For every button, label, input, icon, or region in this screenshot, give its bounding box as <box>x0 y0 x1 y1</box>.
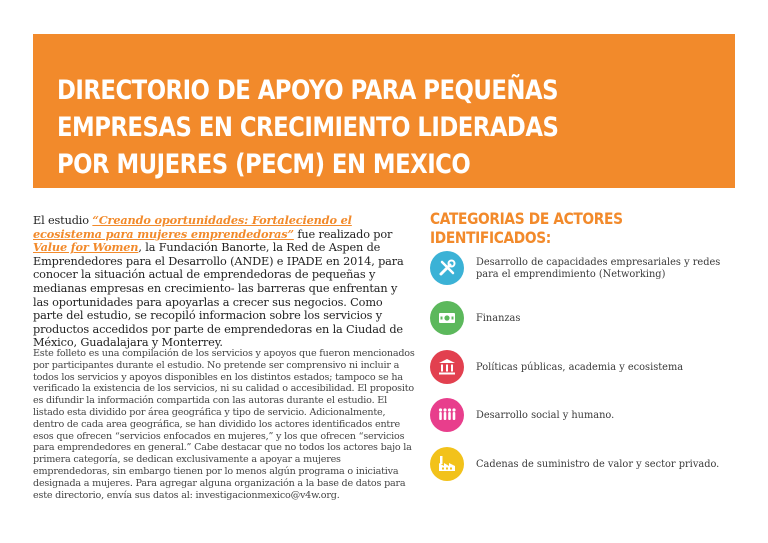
category-item-cadenas <box>430 447 740 483</box>
category-label: Políticas públicas, academia y ecosistema <box>476 362 684 373</box>
body-paragraph: Este folleto es una compilación de los servicios y apoyos que fueron mencionados por participantes durante el estudio. No pretende ser comprensivo ni incluir a todos los servicios y apoyos disponibles en los distintos estados; tampoco se ha verificado la existencia de los servicios, ni su calidad o accesibilidad. El proposito es difundir la información compartida con las autoras durante el estudio. El listado esta dividido por área geográfica y tipo de servicio. Adicionalmente, dentro de cada area geográfica, se han dividido los actores identificados entre esos que ofrecen “servicios enfocados en mujeres,” y los que ofrecen “servicios para emprendedores en general.” Cabe destacar que no todos los actores bajo la primera categoría, se dedican exclusivamente a apoyar a mujeres emprendedoras, sin embargo tienen por lo menos algún programa o iniciativa designada a mujeres. Para agregar alguna organización a la base de datos para este directorio, envía sus datos al: investigacionmexico@v4w.org. <box>33 348 415 501</box>
category-item-desarrollo-social <box>430 398 740 434</box>
money-icon <box>430 301 464 335</box>
intro-text-2: fue realizado por <box>293 227 393 241</box>
category-label: Finanzas <box>476 313 521 324</box>
categories-heading: CATEGORIAS DE ACTORES IDENTIFICADOS: <box>430 209 623 247</box>
study-link[interactable]: “Creando oportunidades: Fortaleciendo el ecosistema para mujeres emprendedoras” <box>33 213 352 241</box>
header-banner <box>33 34 735 188</box>
page-title: DIRECTORIO DE APOYO PARA PEQUEÑAS EMPRESAS EN CRECIMIENTO LIDERADAS POR MUJERES (PECM) EN MEXICO <box>57 75 559 180</box>
category-label: Desarrollo social y humano. <box>476 410 615 421</box>
category-item-finanzas <box>430 301 740 337</box>
institution-icon <box>430 350 464 384</box>
category-label: Desarrollo de capacidades empresariales y redes para el emprendimiento (Networking) <box>476 257 721 280</box>
intro-paragraph <box>33 214 415 350</box>
category-item-politicas <box>430 350 740 386</box>
category-label: Cadenas de suministro de valor y sector privado. <box>476 459 720 470</box>
people-icon <box>430 398 464 432</box>
factory-icon <box>430 447 464 481</box>
intro-text-1: El estudio <box>33 214 93 227</box>
category-item-capacidades <box>430 251 740 287</box>
tools-icon <box>430 251 464 285</box>
value-for-women-link[interactable]: Value for Women <box>33 240 139 255</box>
intro-text-3: , la Fundación Banorte, la Red de Aspen de Emprendedores para el Desarrollo (ANDE) e IPADE en 2014, para conocer la situación actual de emprendedoras de pequeñas y medianas empresas en crecimiento- las barreras que enfrentan y las oportunidades para apoyarlas a crecer sus negocios. Como parte del estudio, se recopiló informacion sobre los servicios y productos accedidos por parte de emprendedoras en la Ciudad de México, Guadalajara y Monterrey. <box>33 241 404 350</box>
